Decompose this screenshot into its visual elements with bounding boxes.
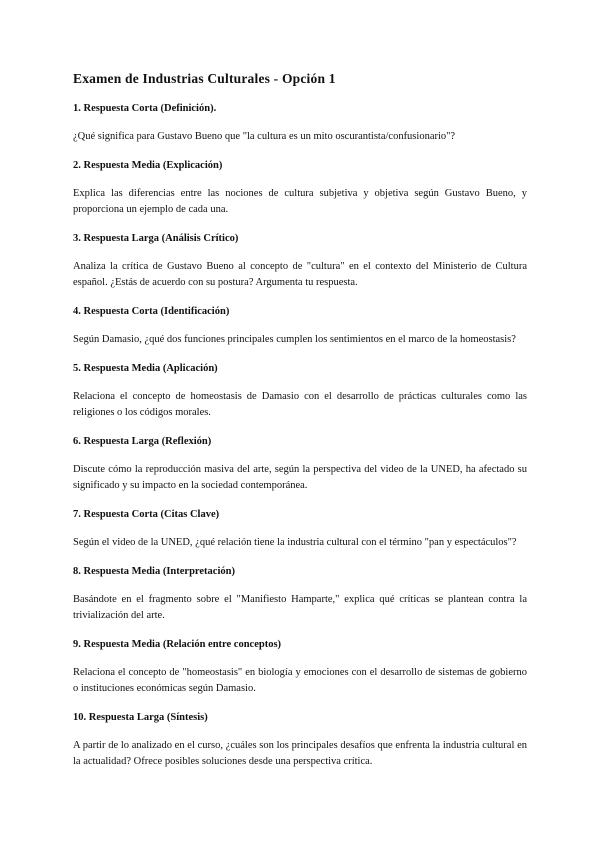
question-text: Basándote en el fragmento sobre el "Manifiesto Hamparte," explica qué críticas se plantean contra la trivialización del arte.: [73, 594, 527, 621]
question-heading: 2. Respuesta Media (Explicación): [73, 160, 223, 171]
question-text: Discute cómo la reproducción masiva del arte, según la perspectiva del video de la UNED, ha afectado su significado y su impacto en la sociedad contemporánea.: [73, 464, 527, 491]
question-4: [73, 305, 527, 348]
question-heading: 3. Respuesta Larga (Análisis Crítico): [73, 233, 239, 244]
question-heading: 10. Respuesta Larga (Síntesis): [73, 712, 208, 723]
question-3: [73, 232, 527, 291]
question-1: [73, 102, 527, 145]
question-heading: 6. Respuesta Larga (Reflexión): [73, 436, 212, 447]
question-text: Analiza la crítica de Gustavo Bueno al concepto de "cultura" en el contexto del Ministerio de Cultura español. ¿Estás de acuerdo con su postura? Argumenta tu respuesta.: [73, 261, 527, 288]
question-text: Según Damasio, ¿qué dos funciones principales cumplen los sentimientos en el marco de la homeostasis?: [73, 334, 516, 345]
question-text: Explica las diferencias entre las nociones de cultura subjetiva y objetiva según Gustavo Bueno, y proporciona un ejemplo de cada una.: [73, 188, 527, 215]
question-5: [73, 362, 527, 421]
question-text: Relaciona el concepto de "homeostasis" en biología y emociones con el desarrollo de sistemas de gobierno o instituciones económicas según Damasio.: [73, 667, 527, 694]
question-6: [73, 435, 527, 494]
question-10: [73, 711, 527, 770]
question-text: Según el video de la UNED, ¿qué relación tiene la industria cultural con el término "pan y espectáculos"?: [73, 537, 517, 548]
question-7: [73, 508, 527, 551]
question-heading: 4. Respuesta Corta (Identificación): [73, 306, 230, 317]
question-8: [73, 565, 527, 624]
question-heading: 7. Respuesta Corta (Citas Clave): [73, 509, 220, 520]
question-heading: 1. Respuesta Corta (Definición).: [73, 103, 217, 114]
question-heading: 8. Respuesta Media (Interpretación): [73, 566, 235, 577]
document-title: Examen de Industrias Culturales - Opción 1: [73, 71, 336, 86]
question-text: Relaciona el concepto de homeostasis de Damasio con el desarrollo de prácticas culturales como las religiones o los códigos morales.: [73, 391, 527, 418]
question-9: [73, 638, 527, 697]
question-text: A partir de lo analizado en el curso, ¿cuáles son los principales desafíos que enfrenta la industria cultural en la actualidad? Ofrece posibles soluciones desde una perspectiva crítica.: [73, 740, 527, 767]
question-heading: 9. Respuesta Media (Relación entre conceptos): [73, 639, 282, 650]
question-heading: 5. Respuesta Media (Aplicación): [73, 363, 218, 374]
question-text: ¿Qué significa para Gustavo Bueno que "la cultura es un mito oscurantista/confusionario"?: [73, 131, 456, 142]
question-2: [73, 159, 527, 218]
